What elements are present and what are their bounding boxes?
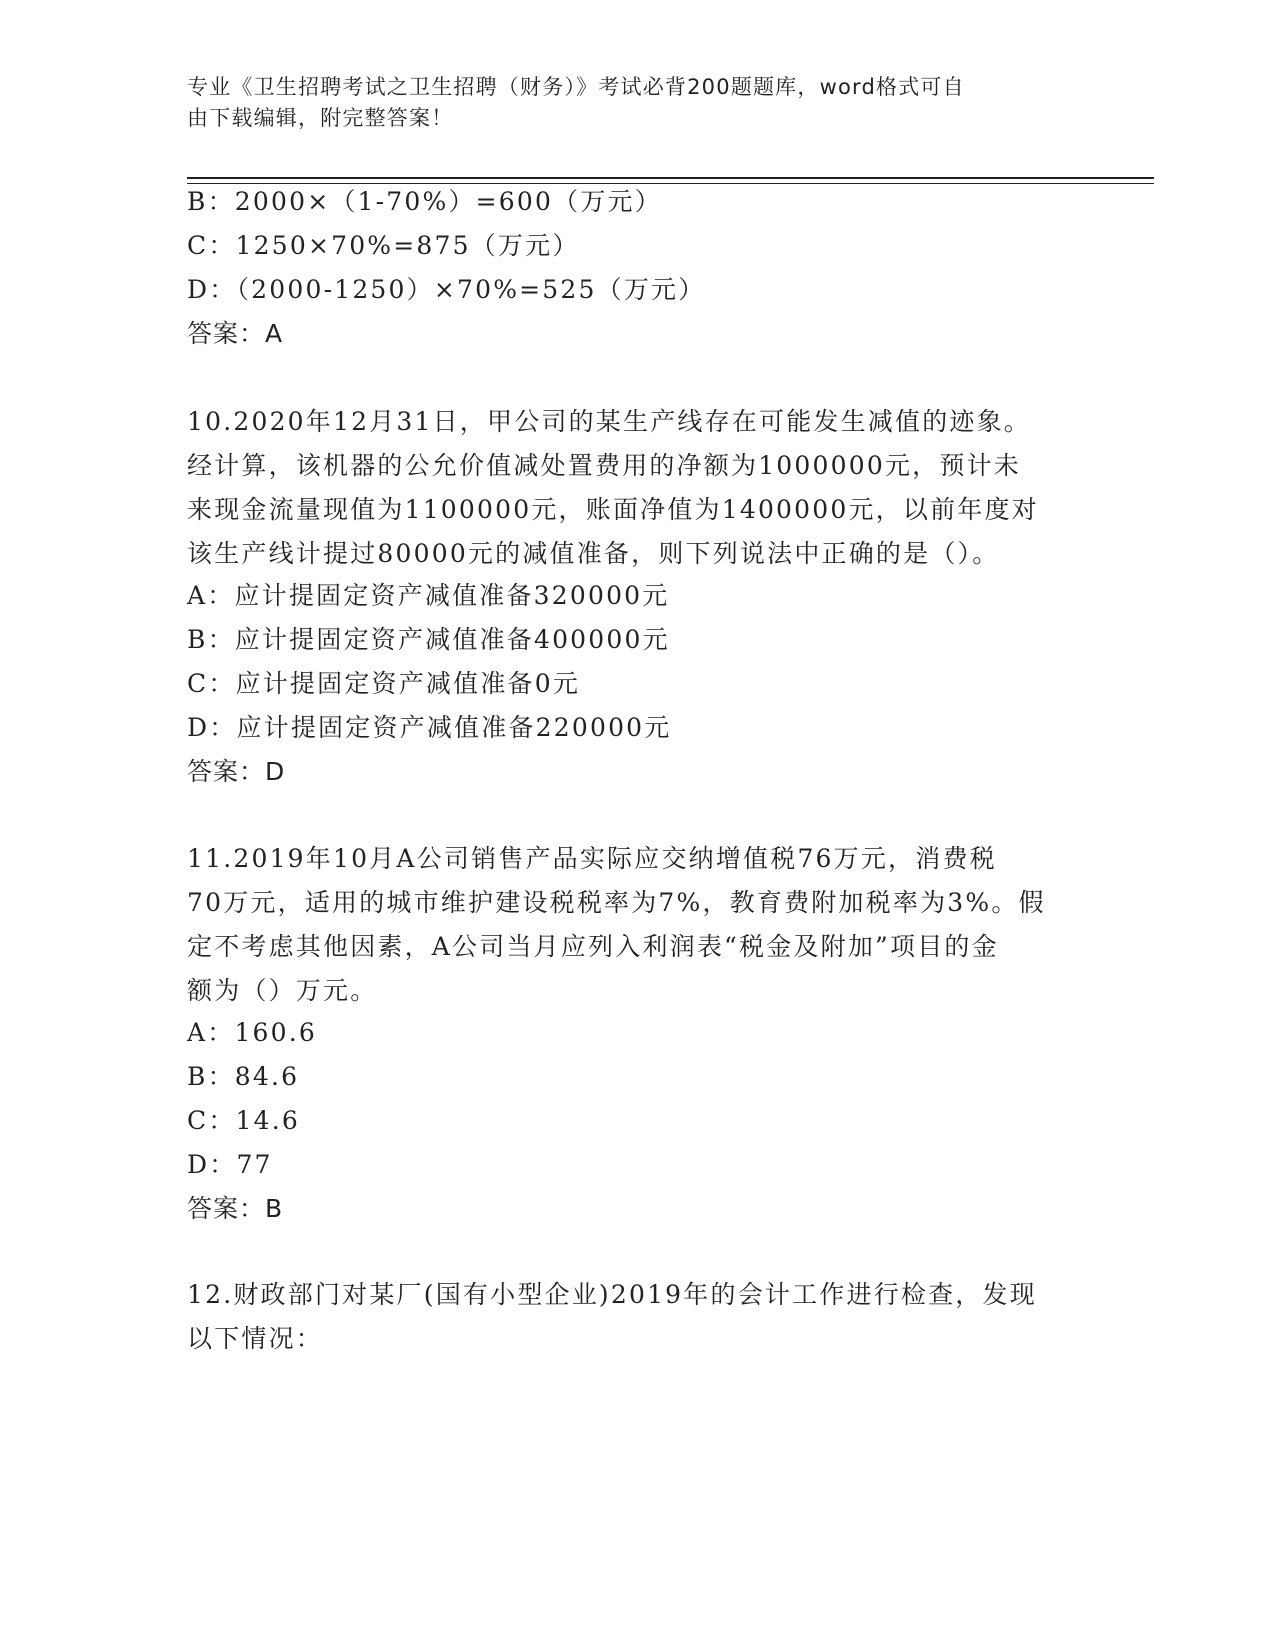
header-divider-thin <box>187 183 1154 184</box>
q11-option-c: C：14.6 <box>187 1106 300 1135</box>
q10-stem-line-4: 该生产线计提过80000元的减值准备，则下列说法中正确的是（）。 <box>187 539 1000 568</box>
q11-answer: 答案：B <box>187 1194 284 1223</box>
q11-option-d: D：77 <box>187 1150 273 1179</box>
q10-answer: 答案：D <box>187 757 286 786</box>
q9-answer: 答案：A <box>187 319 284 348</box>
q10-option-a: A：应计提固定资产减值准备320000元 <box>187 581 670 610</box>
q11-stem-line-3: 定不考虑其他因素，A公司当月应列入利润表“税金及附加”项目的金 <box>187 932 999 961</box>
q9-option-d: D：（2000-1250）×70%=525（万元） <box>187 275 706 304</box>
q10-stem-line-3: 来现金流量现值为1100000元，账面净值为1400000元，以前年度对 <box>187 495 1039 524</box>
q10-stem-line-1: 10.2020年12月31日，甲公司的某生产线存在可能发生减值的迹象。 <box>187 407 1032 436</box>
q11-option-a: A：160.6 <box>187 1018 318 1047</box>
header-divider-thick <box>187 177 1154 179</box>
q12-stem-line-2: 以下情况： <box>187 1324 324 1353</box>
q11-stem-line-2: 70万元，适用的城市维护建设税税率为7%，教育费附加税率为3%。假 <box>187 888 1046 917</box>
q11-stem-line-4: 额为（）万元。 <box>187 976 378 1005</box>
q10-option-d: D：应计提固定资产减值准备220000元 <box>187 713 672 742</box>
q10-option-c: C：应计提固定资产减值准备0元 <box>187 669 581 698</box>
q11-option-b: B：84.6 <box>187 1062 300 1091</box>
q10-option-b: B：应计提固定资产减值准备400000元 <box>187 625 670 654</box>
q10-stem-line-2: 经计算，该机器的公允价值减处置费用的净额为1000000元，预计未 <box>187 451 1021 480</box>
document-header <box>187 72 1087 134</box>
q9-option-b: B：2000×（1-70%）=600（万元） <box>187 187 662 216</box>
q11-stem-line-1: 11.2019年10月A公司销售产品实际应交纳增值税76万元，消费税 <box>187 844 997 873</box>
q12-stem-line-1: 12.财政部门对某厂(国有小型企业)2019年的会计工作进行检查，发现 <box>187 1280 1037 1309</box>
header-line-2: 由下载编辑，附完整答案！ <box>187 106 454 130</box>
q9-option-c: C：1250×70%=875（万元） <box>187 231 580 260</box>
header-line-1: 专业《卫生招聘考试之卫生招聘（财务）》考试必背200题题库，word格式可自 <box>187 75 965 99</box>
